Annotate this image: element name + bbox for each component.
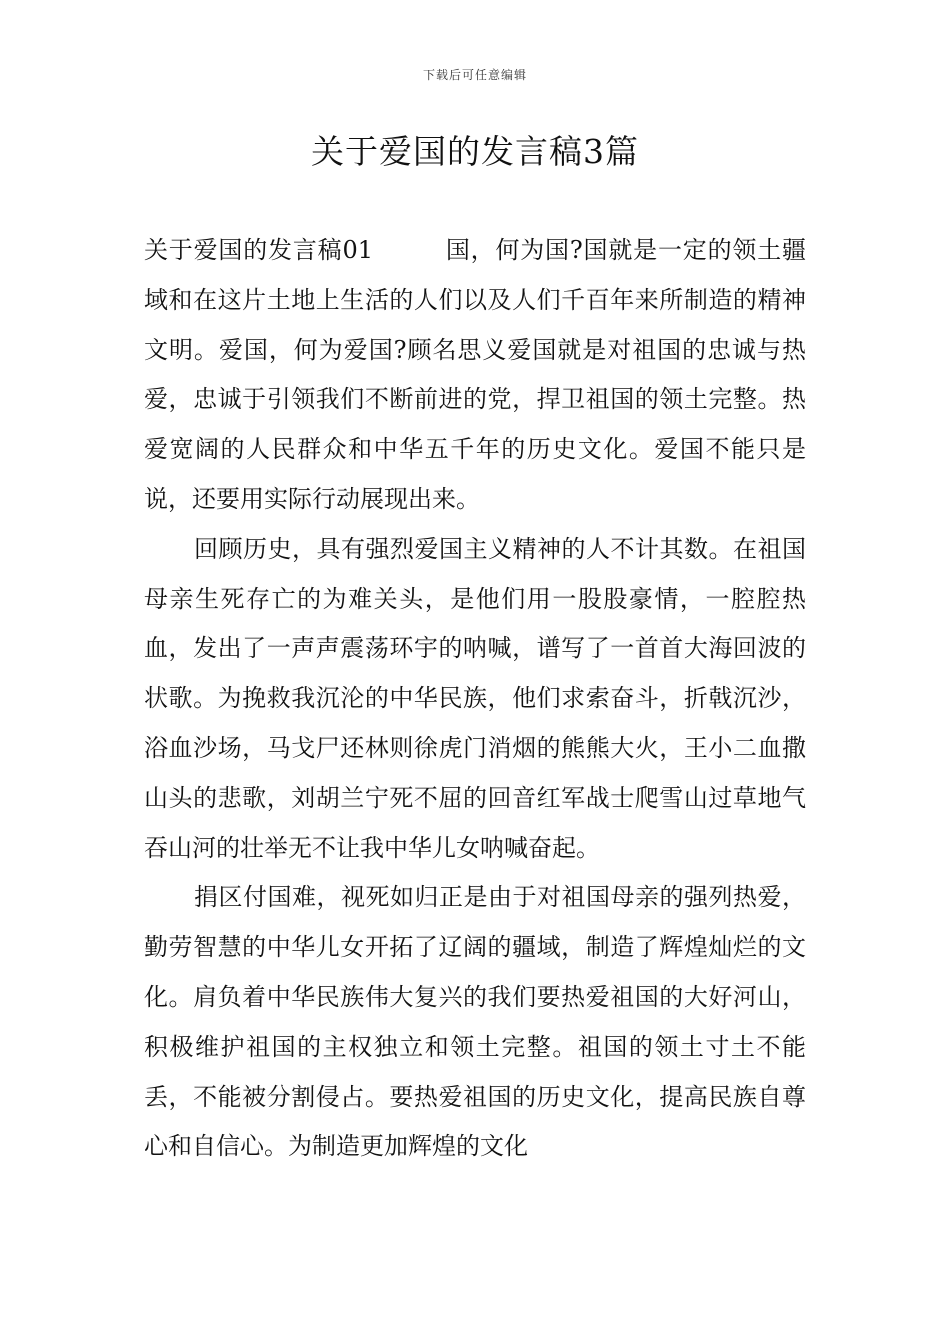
paragraph-2: 回顾历史，具有强烈爱国主义精神的人不计其数。在祖国母亲生死存亡的为难关头，是他们用一股股豪情，一腔腔热血，发出了一声声震荡环宇的呐喊，谱写了一首首大海回波的状歌。为挽救我沉沦的中华民族，他们求索奋斗，折戟沉沙，浴血沙场，马戈尸还林则徐虎门消烟的熊熊大火，王小二血撒山头的悲歌，刘胡兰宁死不屈的回音红军战士爬雪山过草地气吞山河的壮举无不让我中华儿女呐喊奋起。 <box>144 534 806 862</box>
document-title: 关于爱国的发言稿3篇 <box>311 132 639 171</box>
header-note: 下载后可任意编辑 <box>422 68 527 82</box>
document-body <box>144 226 806 1172</box>
section-label: 关于爱国的发言稿01 <box>144 236 374 264</box>
paragraph-1-text: 国，何为国?国就是一定的领土疆域和在这片土地上生活的人们以及人们千百年来所制造的精神文明。爱国，何为爱国?顾名思义爱国就是对祖国的忠诚与热爱，忠诚于引领我们不断前进的党，捍卫祖国的领土完整。热爱宽阔的人民群众和中华五千年的历史文化。爱国不能只是说，还要用实际行动展现出来。 <box>144 236 806 513</box>
paragraph-3: 捐区付国难，视死如归正是由于对祖国母亲的强列热爱，勤劳智慧的中华儿女开拓了辽阔的疆域，制造了辉煌灿烂的文化。肩负着中华民族伟大复兴的我们要热爱祖国的大好河山，积极维护祖国的主权独立和领土完整。祖国的领土寸土不能丢，不能被分割侵占。要热爱祖国的历史文化，提高民族自尊心和自信心。为制造更加辉煌的文化 <box>144 883 806 1161</box>
paragraph-1 <box>144 226 806 525</box>
